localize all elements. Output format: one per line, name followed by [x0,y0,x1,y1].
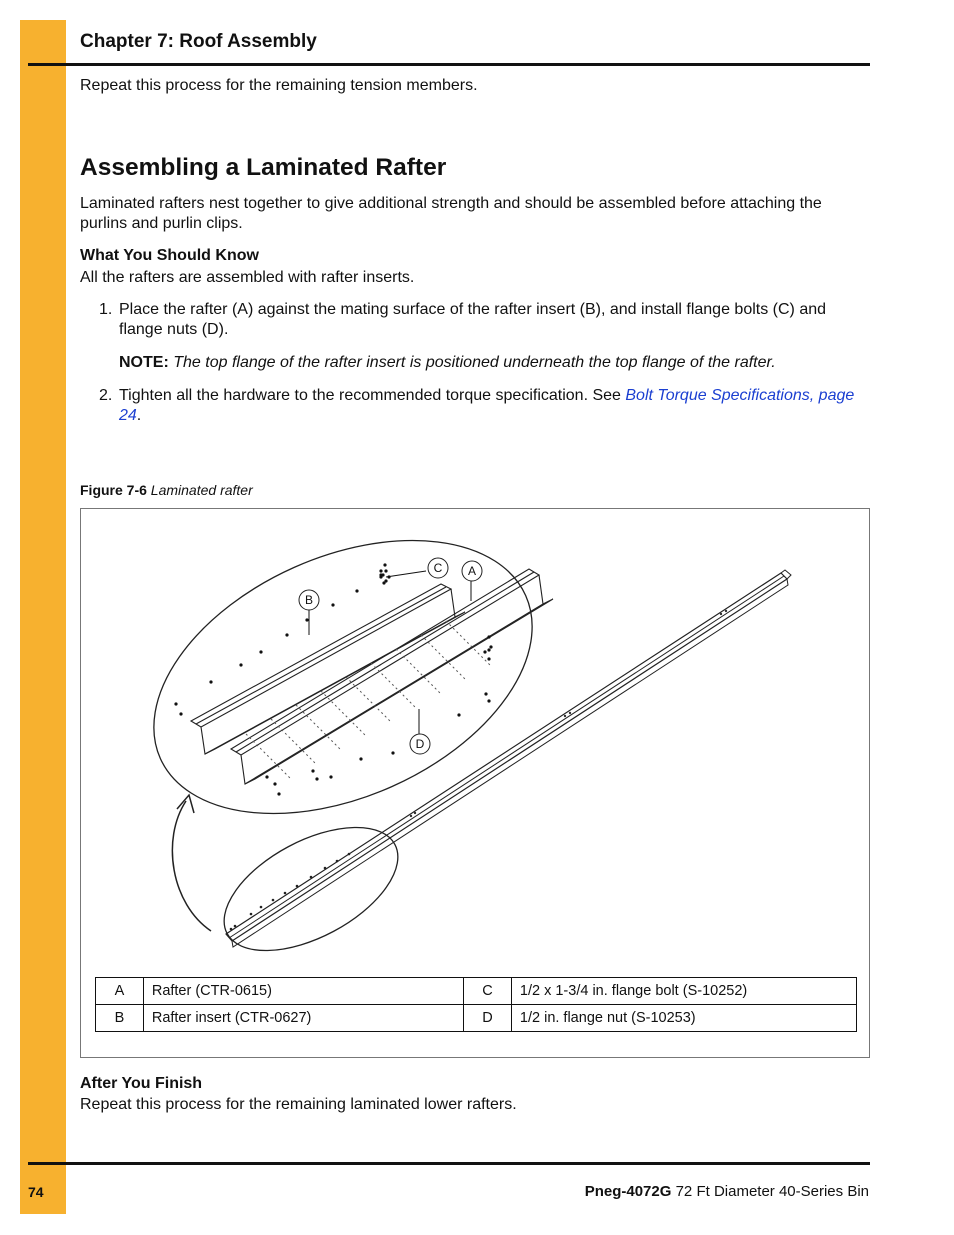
part-key: D [464,1005,512,1032]
figure-caption [80,482,253,498]
figure-title: Laminated rafter [150,482,253,498]
step-text: Tighten all the hardware to the recommended torque specification. See Bolt Torque Specifications, page 24. [119,387,855,424]
laminated-rafter-illustration [81,509,869,974]
part-key: A [96,978,144,1005]
rafter-drawing [231,569,553,784]
table-row [96,1005,857,1032]
bolt-torque-link[interactable]: Bolt Torque Specifications, page 24 [119,387,855,424]
part-description: Rafter insert (CTR-0627) [143,1005,463,1032]
page-number: 74 [28,1184,44,1200]
header-rule [28,63,870,66]
figure-frame [80,508,870,1058]
part-description: 1/2 in. flange nut (S-10253) [511,1005,856,1032]
document-title [585,1183,869,1200]
part-key: B [96,1005,144,1032]
know-heading: What You Should Know [80,247,259,264]
callout-a: A [467,564,477,578]
callout-b: B [304,593,314,607]
parts-table [95,977,857,1032]
step-text: Place the rafter (A) against the mating surface of the rafter insert (B), and install flange bolts (C) and flange nuts (D). [119,301,827,338]
detail-ellipse-large [111,509,574,868]
footer-rule [28,1162,870,1165]
note-text: The top flange of the rafter insert is positioned underneath the top flange of the rafter. [173,354,776,371]
callout-d: D [415,737,425,751]
detail-ellipse-small [205,802,418,974]
part-description: 1/2 x 1-3/4 in. flange bolt (S-10252) [511,978,856,1005]
curved-arrow [172,801,211,931]
chapter-title: Chapter 7: Roof Assembly [80,31,317,52]
document-id: Pneg-4072G [584,1183,672,1200]
part-key: C [464,978,512,1005]
callout-c: C [433,561,443,575]
after-heading: After You Finish [80,1075,203,1092]
rafter-insert-drawing [191,584,465,754]
after-text: Repeat this process for the remaining laminated lower rafters. [80,1096,517,1113]
note [119,353,864,373]
know-text: All the rafters are assembled with rafter inserts. [80,269,415,286]
table-row [96,978,857,1005]
figure-label: Figure 7-6 [80,482,147,498]
step-number: 1. [99,301,113,318]
section-description: Laminated rafters nest together to give additional strength and should be assembled before attaching the purlins and purlin clips. [80,195,822,232]
chapter-color-bar [20,20,66,1214]
note-label: NOTE: [119,354,169,371]
part-description: Rafter (CTR-0615) [143,978,463,1005]
step-number: 2. [99,387,113,404]
section-title: Assembling a Laminated Rafter [80,154,447,181]
intro-text: Repeat this process for the remaining tension members. [80,77,478,94]
document-name: 72 Ft Diameter 40-Series Bin [671,1183,869,1200]
